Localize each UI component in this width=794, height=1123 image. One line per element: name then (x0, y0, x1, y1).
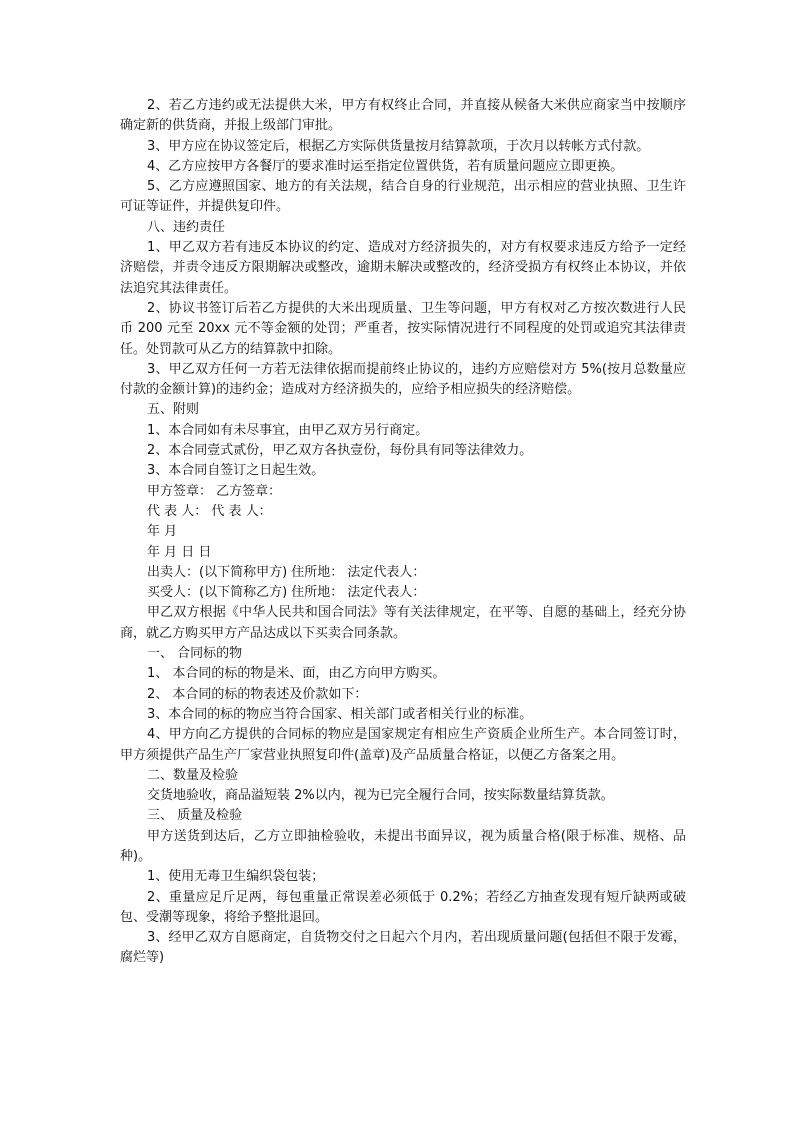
paragraph: 3、本合同的标的物应当符合国家、相关部门或者相关行业的标准。 (147, 706, 533, 722)
paragraph: 3、甲方应在协议签定后，根据乙方实际供货量按月结算款项，于次月以转帐方式付款。 (147, 138, 650, 154)
paragraph: 4、乙方应按甲方各餐厅的要求准时运至指定位置供货，若有质量问题应立即更换。 (147, 158, 624, 174)
section-heading: 五、附则 (147, 402, 200, 418)
paragraph: 2、协议书签订后若乙方提供的大米出现质量、卫生等问题，甲方有权对乙方按次数进行人民币 200 元至 20xx 元不等金额的处罚；严重者，按实际情况进行不同程度的处罚或追究其法律责任。处罚款可从乙方的结算款中扣除。 (120, 300, 686, 357)
document-page (120, 96, 686, 969)
section-heading: 八、违约责任 (147, 219, 226, 235)
paragraph: 1、甲乙双方若有违反本协议的约定、造成对方经济损失的，对方有权要求违反方给予一定经济赔偿，并责令违反方限期解决或整改，逾期未解决或整改的，经济受损方有权终止本协议，并依法追究其法律责任。 (120, 240, 686, 296)
paragraph: 1、使用无毒卫生编织袋包装； (147, 869, 325, 885)
paragraph: 2、若乙方违约或无法提供大米，甲方有权终止合同，并直接从候备大米供应商家当中按顺序确定新的供货商，并报上级部门审批。 (120, 98, 686, 134)
party-line: 出卖人：(以下简称甲方) 住所地： 法定代表人： (147, 564, 426, 580)
section-heading: 一、 合同标的物 (147, 646, 243, 662)
paragraph: 1、 本合同的标的物是米、面，由乙方向甲方购买。 (147, 666, 446, 682)
paragraph: 4、甲方向乙方提供的合同标的物应是国家规定有相应生产资质企业所生产。本合同签订时，甲方须提供产品生产厂家营业执照复印件(盖章)及产品质量合格证，以便乙方备案之用。 (120, 727, 686, 763)
paragraph: 2、本合同壹式贰份，甲乙双方各执壹份，每份具有同等法律效力。 (147, 443, 533, 459)
paragraph: 甲乙双方根据《中华人民共和国合同法》等有关法律规定，在平等、自愿的基础上，经充分协商，就乙方购买甲方产品达成以下买卖合同条款。 (120, 605, 686, 641)
paragraph: 5、乙方应遵照国家、地方的有关法规，结合自身的行业规范，出示相应的营业执照、卫生许可证等证件，并提供复印件。 (120, 179, 686, 215)
paragraph: 3、经甲乙双方自愿商定，自货物交付之日起六个月内，若出现质量问题(包括但不限于发霉，腐烂等) (120, 930, 686, 966)
paragraph: 交货地验收，商品溢短装 2%以内，视为已完全履行合同，按实际数量结算货款。 (147, 788, 614, 804)
section-heading: 二、数量及检验 (147, 767, 239, 783)
section-heading: 三、 质量及检验 (147, 808, 243, 824)
party-line: 买受人：(以下简称乙方) 住所地： 法定代表人： (147, 585, 426, 601)
paragraph: 1、本合同如有未尽事宜，由甲乙双方另行商定。 (147, 422, 429, 438)
date-line: 年 月 日 日 (147, 544, 212, 560)
paragraph: 甲方送货到达后，乙方立即抽检验收，未提出书面异议，视为质量合格(限于标准、规格、品种)。 (120, 828, 686, 864)
signature-line: 甲方签章： 乙方签章： (147, 483, 282, 499)
signature-line: 代 表 人： 代 表 人： (147, 503, 272, 519)
paragraph: 2、重量应足斤足两，每包重量正常误差必须低于 0.2%；若经乙方抽查发现有短斤缺两或破包、受潮等现象，将给予整批退回。 (120, 889, 686, 925)
date-line: 年 月 (147, 524, 178, 540)
paragraph: 3、本合同自签订之日起生效。 (147, 463, 325, 479)
paragraph: 2、 本合同的标的物表述及价款如下： (147, 686, 368, 702)
paragraph: 3、甲乙双方任何一方若无法律依据而提前终止协议的，违约方应赔偿对方 5%(按月总数量应付款的金额计算)的违约金；造成对方经济损失的，应给予相应损失的经济赔偿。 (120, 361, 686, 398)
